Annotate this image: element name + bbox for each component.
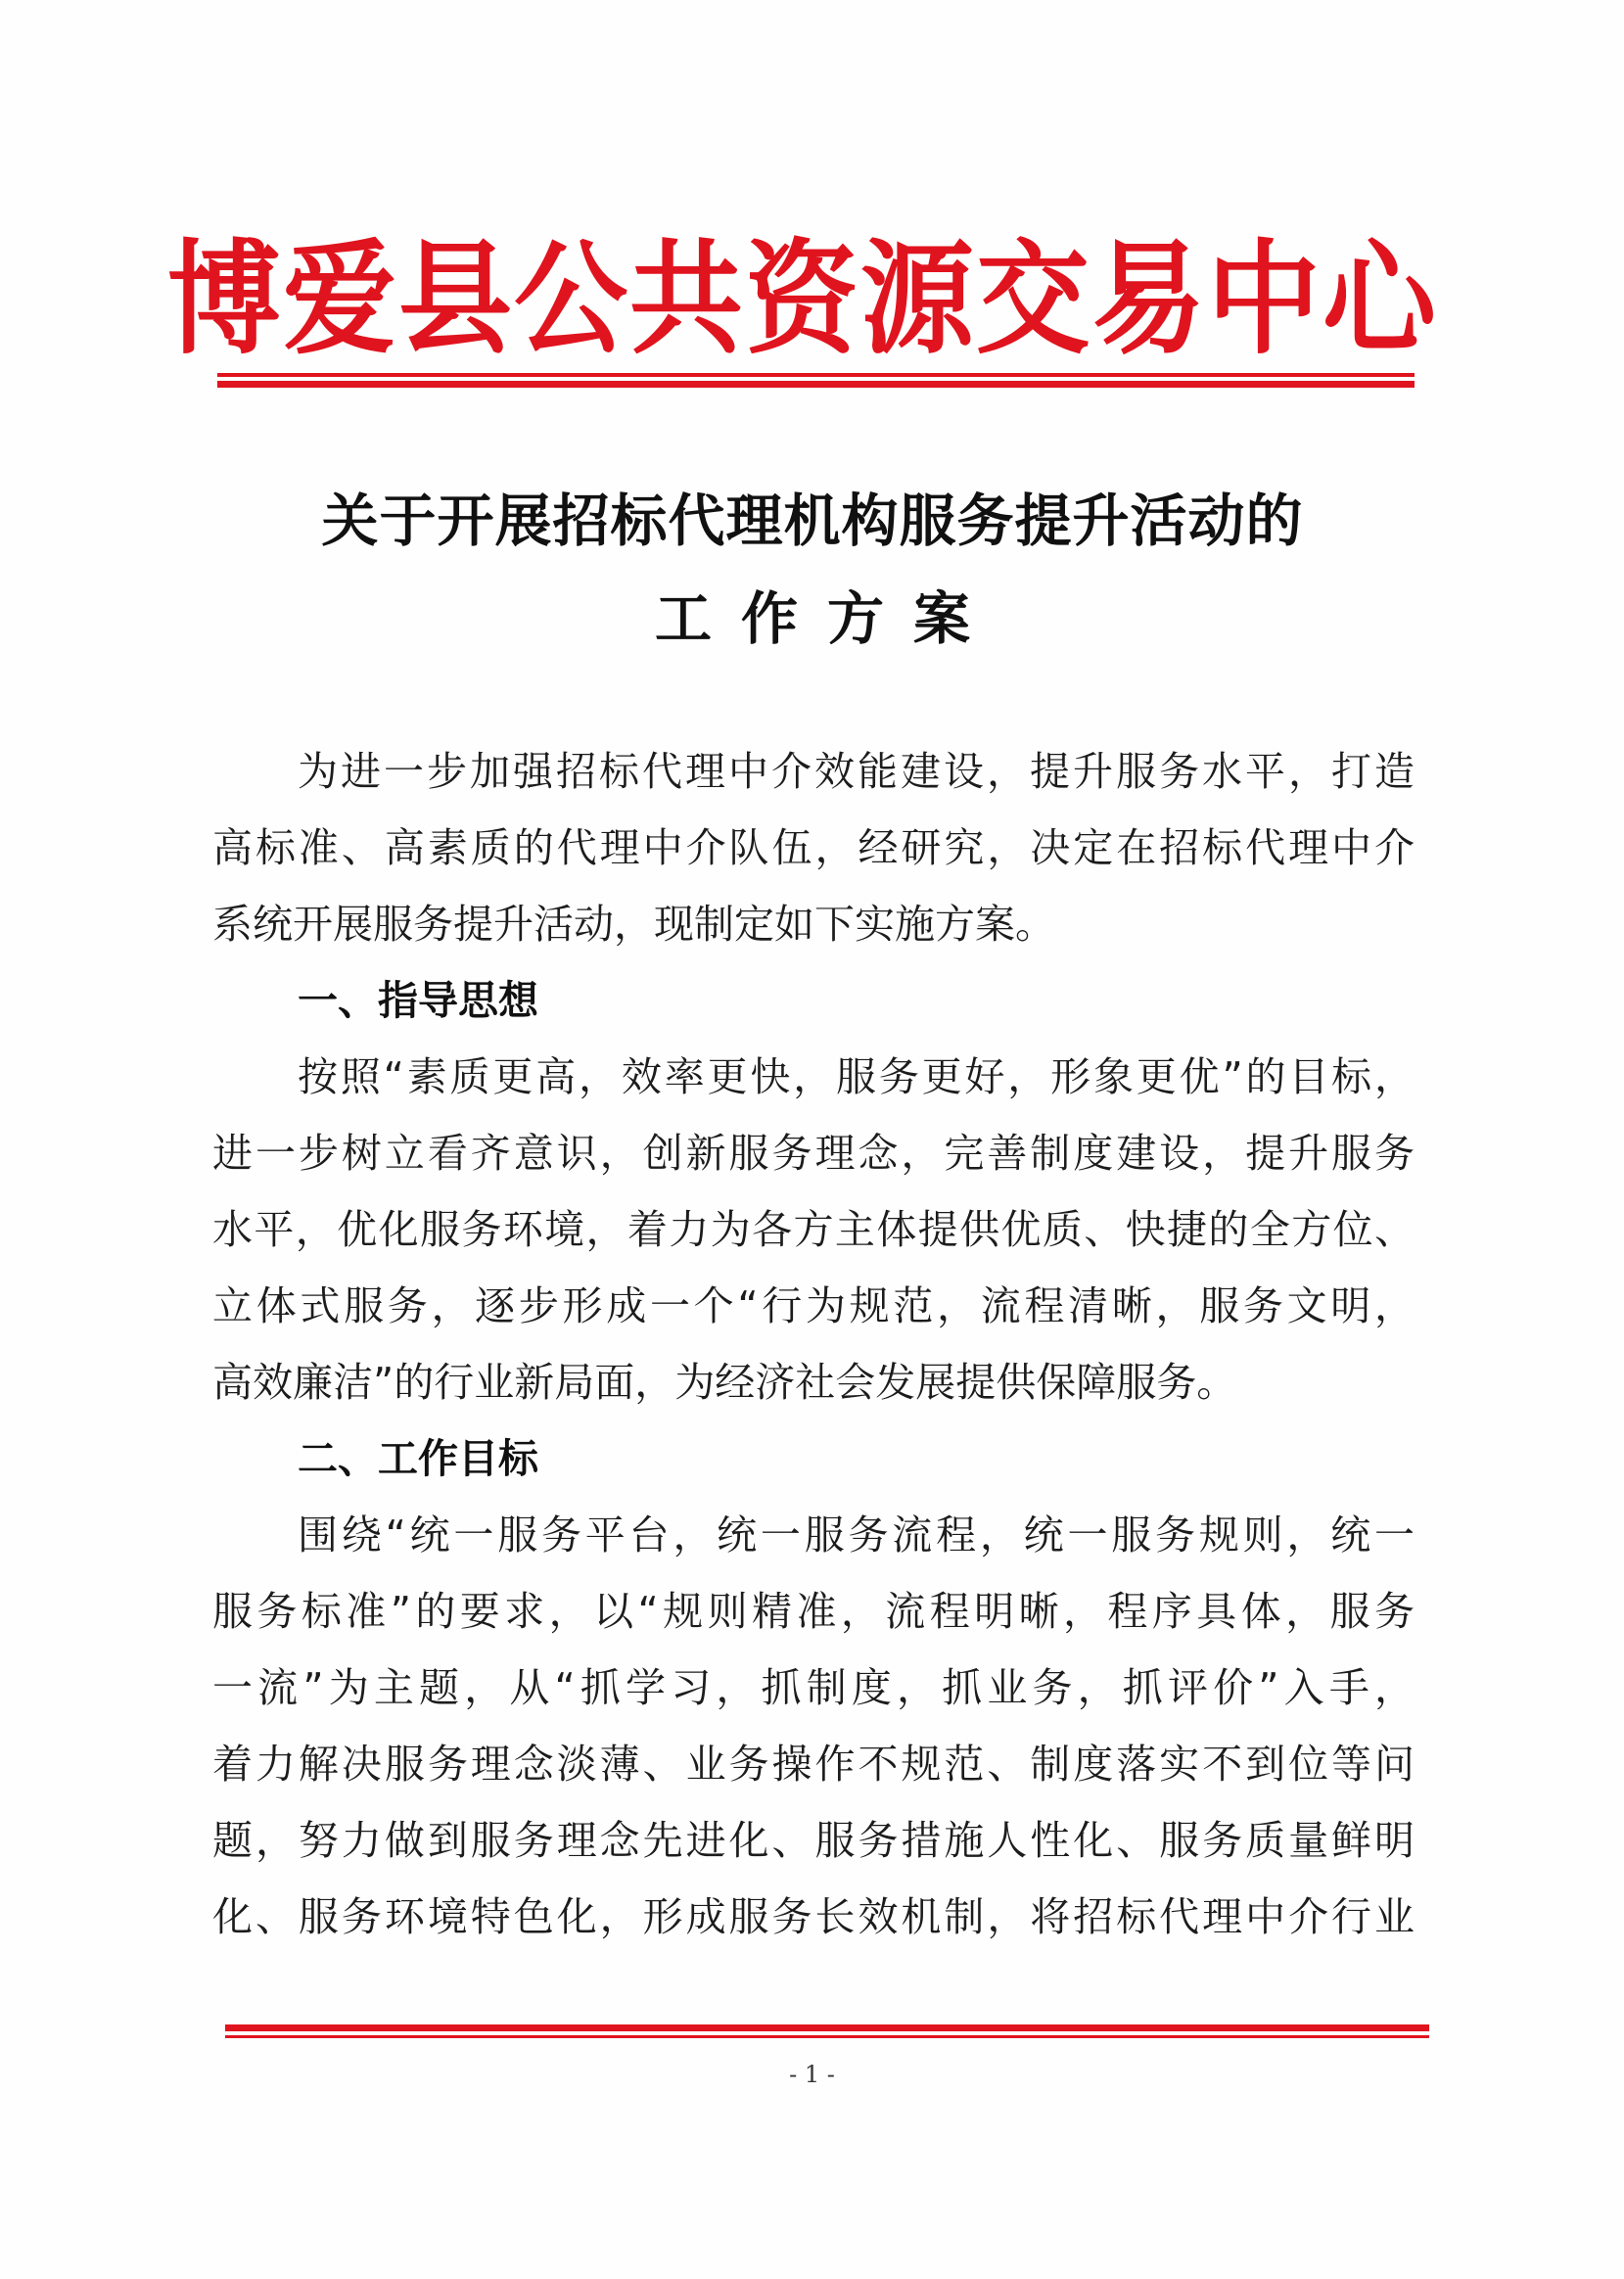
section-2-line-3: 一流”为主题，从“抓学习，抓制度，抓业务，抓评价”入手， [212,1664,1415,1711]
intro-line-2: 高标准、高素质的代理中介队伍，经研究，决定在招标代理中介 [212,824,1415,871]
organization-letterhead [167,210,1438,371]
header-rule-thick [217,381,1415,388]
section-2-line-4: 着力解决服务理念淡薄、业务操作不规范、制度落实不到位等问 [212,1741,1415,1788]
section-2-line-2: 服务标准”的要求，以“规则精准，流程明晰，程序具体，服务 [212,1588,1415,1635]
section-1-line-5: 高效廉洁”的行业新局面，为经济社会发展提供保障服务。 [212,1359,1237,1406]
footer-rule-thick [225,2024,1429,2031]
page-number: - 1 - [789,2061,835,2088]
organization-name: 博爱县公共资源交易中心 [167,226,1438,371]
section-2-line-6: 化、服务环境特色化，形成服务长效机制，将招标代理中介行业 [212,1893,1415,1940]
section-1-line-1: 按照“素质更高，效率更快，服务更好，形象更优”的目标， [298,1053,1415,1100]
intro-line-3: 系统开展服务提升活动，现制定如下实施方案。 [212,901,1055,948]
section-1-line-4: 立体式服务，逐步形成一个“行为规范，流程清晰，服务文明， [212,1282,1415,1329]
section-2-line-1: 围绕“统一服务平台，统一服务流程，统一服务规则，统一 [298,1512,1415,1558]
document-title-line-1: 关于开展招标代理机构服务提升活动的 [321,488,1304,554]
section-heading-work-goals: 二、工作目标 [298,1435,538,1482]
document-title-line-2: 工作方案 [654,585,999,652]
section-heading-guiding-ideology: 一、指导思想 [298,977,538,1024]
section-2-line-5: 题，努力做到服务理念先进化、服务措施人性化、服务质量鲜明 [212,1817,1415,1864]
footer-rule-thin [225,2035,1429,2038]
section-1-line-2: 进一步树立看齐意识，创新服务理念，完善制度建设，提升服务 [212,1130,1415,1177]
header-rule-thin [217,373,1415,377]
section-1-line-3: 水平，优化服务环境，着力为各方主体提供优质、快捷的全方位、 [212,1206,1415,1253]
intro-line-1: 为进一步加强招标代理中介效能建设，提升服务水平，打造 [298,748,1415,795]
